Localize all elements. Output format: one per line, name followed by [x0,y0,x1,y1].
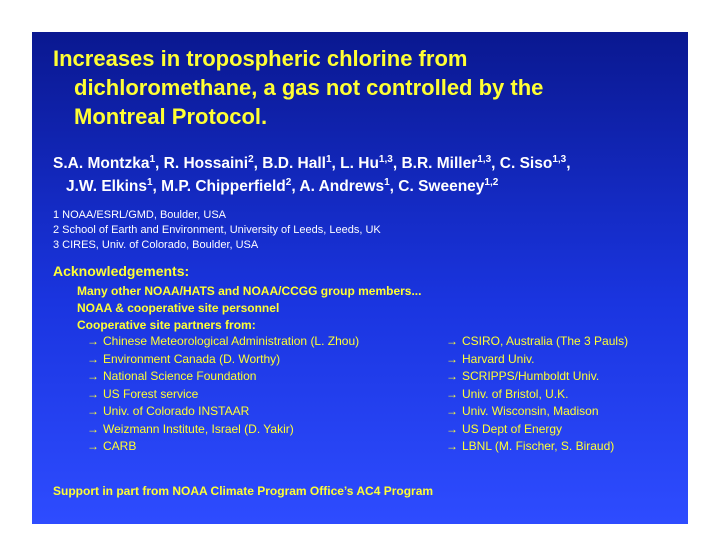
arrow-right-icon: → [446,386,458,401]
author-affil-sup: 1 [149,154,156,165]
partner-name: CSIRO, Australia (The 3 Pauls) [462,334,629,348]
author-name: S.A. Montzka [53,155,150,172]
author-line-1 [53,155,571,172]
affiliation-2: 2 School of Earth and Environment, University of Leeds, Leeds, UK [53,224,381,236]
author-affil-sup: 2 [285,177,292,188]
arrow-right-icon: → [446,369,458,383]
author-sep: , [392,155,402,172]
author-affil-sup: 1,3 [378,154,393,165]
author-sep: , [389,178,399,195]
author-name: A. Andrews [299,178,385,195]
partner-right [446,421,562,439]
author-affil-sup: 1 [146,177,153,188]
partner-left [87,403,249,421]
arrow-right-icon: → [446,404,458,418]
partner-row [87,333,687,351]
ack-line: NOAA & cooperative site personnel [77,301,280,315]
author-sep: , [152,178,162,195]
author-sep: , [253,155,263,172]
partner-name: Environment Canada (D. Worthy) [103,351,281,366]
arrow-right-icon: → [87,386,99,401]
author-sep: , [155,155,164,172]
partner-name: Univ. Wisconsin, Madison [462,404,599,418]
partner-name: Univ. of Bristol, U.K. [462,386,569,401]
affiliation-3: 3 CIRES, Univ. of Colorado, Boulder, USA [53,239,259,251]
arrow-right-icon: → [87,404,99,418]
partner-left [87,351,280,369]
partner-name: Chinese Meteorological Administration (L. Zhou) [103,334,360,348]
author-sep: , [566,155,571,172]
arrow-right-icon: → [87,439,99,453]
partner-right [446,438,614,456]
slide-title [53,44,673,131]
partner-name: National Science Foundation [103,369,257,383]
partner-row [87,403,687,421]
partner-right [446,368,599,386]
support-statement: Support in part from NOAA Climate Program Office’s AC4 Program [53,484,434,498]
author-line-2 [53,175,683,198]
author-name: B.D. Hall [262,155,326,172]
author-affil-sup: 1,3 [477,154,492,165]
author-name: R. Hossaini [163,155,249,172]
arrow-right-icon: → [446,421,458,436]
acknowledgements-heading: Acknowledgements: [53,263,190,279]
author-affil-sup: 1 [325,154,332,165]
acknowledgements-lines [77,283,421,334]
partner-right [446,351,534,369]
partner-row [87,421,687,439]
partner-right [446,333,628,351]
author-affil-sup: 1,2 [484,177,499,188]
affiliations [53,208,381,253]
author-name: L. Hu [340,155,379,172]
author-affil-sup: 1 [384,177,390,188]
partner-row [87,368,687,386]
partner-left [87,438,136,456]
ack-line: Many other NOAA/HATS and NOAA/CCGG group members... [77,284,422,298]
partner-name: SCRIPPS/Humboldt Univ. [462,369,600,383]
partner-right [446,403,599,421]
partner-name: Weizmann Institute, Israel (D. Yakir) [103,421,294,436]
slide [32,32,688,524]
author-list [53,152,683,198]
partner-name: CARB [103,439,137,453]
title-line-2: dichloromethane, a gas not controlled by the [74,75,544,100]
author-name: M.P. Chipperfield [161,178,286,195]
arrow-right-icon: → [87,421,99,436]
partner-left [87,386,198,404]
affiliation-1: 1 NOAA/ESRL/GMD, Boulder, USA [53,209,227,221]
partner-list [87,333,687,456]
partner-left [87,333,359,351]
partner-row [87,351,687,369]
arrow-right-icon: → [87,351,99,366]
partner-name: US Dept of Energy [462,421,563,436]
partner-name: Harvard Univ. [462,351,535,366]
arrow-right-icon: → [87,369,99,383]
partner-left [87,368,256,386]
author-affil-sup: 2 [248,154,254,165]
partner-row [87,438,687,456]
author-sep: , [491,155,500,172]
partner-right [446,386,568,404]
author-sep: , [331,155,341,172]
author-name: J.W. Elkins [66,178,147,195]
ack-line: Cooperative site partners from: [77,318,256,332]
partner-name: Univ. of Colorado INSTAAR [103,404,250,418]
partner-name: LBNL (M. Fischer, S. Biraud) [462,439,615,453]
title-line-1: Increases in tropospheric chlorine from [53,46,468,71]
author-name: C. Siso [499,155,553,172]
author-affil-sup: 1,3 [552,154,567,165]
arrow-right-icon: → [446,334,458,348]
arrow-right-icon: → [446,351,458,366]
partner-left [87,421,294,439]
author-sep: , [291,178,300,195]
arrow-right-icon: → [87,334,99,348]
author-name: B.R. Miller [401,155,478,172]
arrow-right-icon: → [446,439,458,453]
partner-row [87,386,687,404]
title-line-3: Montreal Protocol. [74,104,268,129]
author-name: C. Sweeney [398,178,485,195]
partner-name: US Forest service [103,386,199,401]
